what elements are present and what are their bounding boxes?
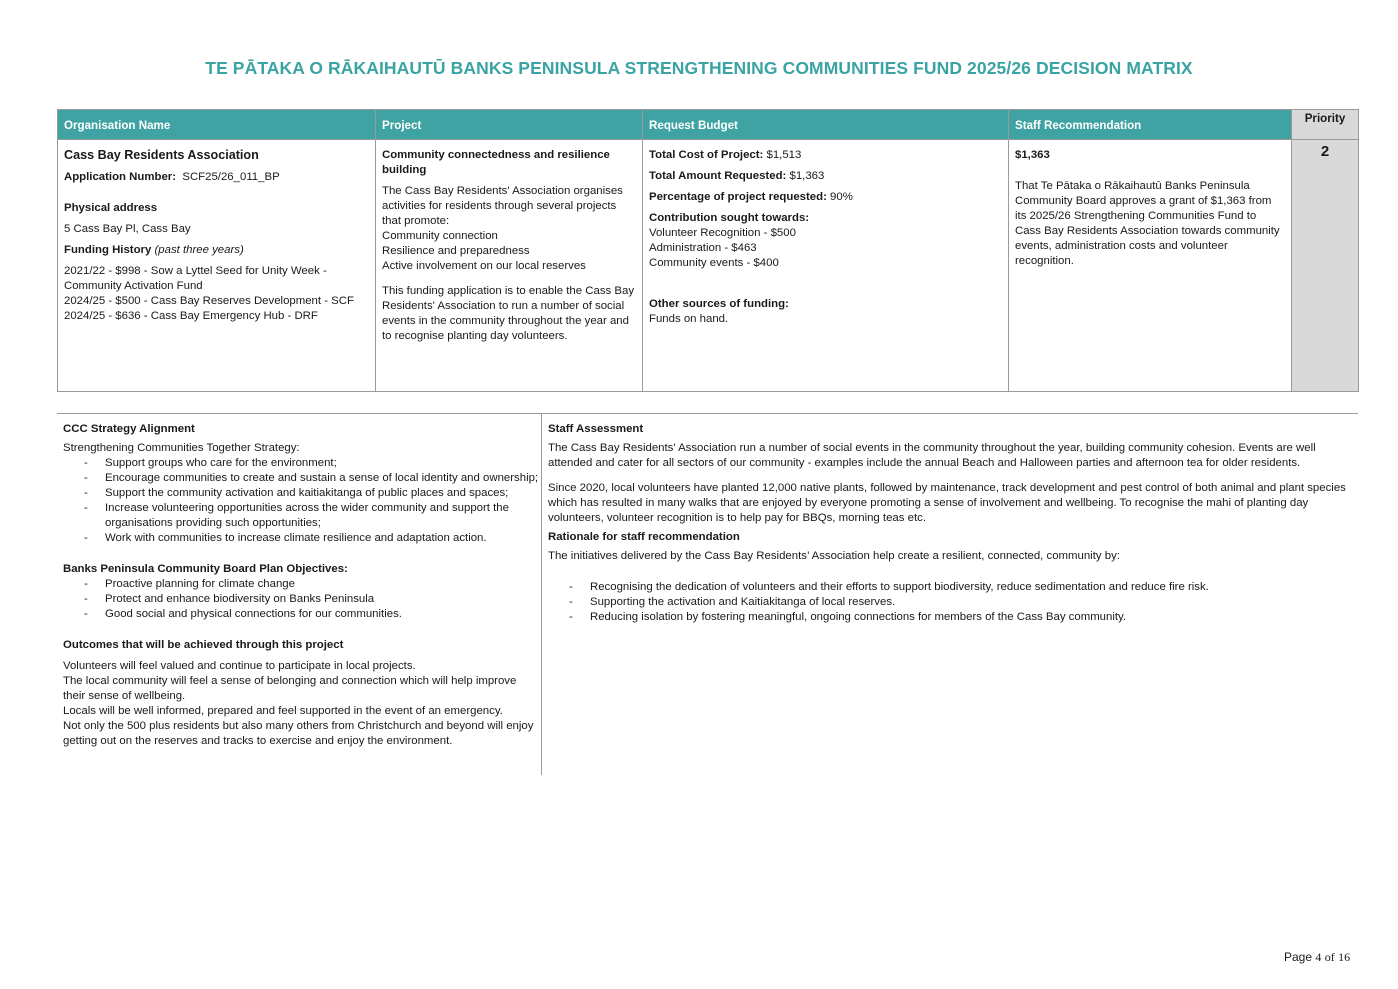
outcome-item: The local community will feel a sense of belonging and connection which will help improve their sense of wellbeing. (63, 675, 517, 702)
project-purpose: This funding application is to enable the Cass Bay Residents' Association to run a number of social events in the community throughout the year and to recognise planting day volunteers. (382, 285, 635, 342)
application-number: Application Number: SCF25/26_011_BP (64, 171, 280, 183)
assessment-paragraph: Since 2020, local volunteers have planted 12,000 native plants, followed by maintenance, track development and pest control of both animal and plant species which has resulted in many walks that are enjoyed by everyone promoting a sense of involvement and wellbeing. To recognise the mahi of planting day volunteers, volunteer recognition is to help pay for BBQs, morning teas etc. (548, 482, 1346, 524)
header-priority: Priority (1292, 110, 1359, 140)
section-divider (541, 414, 542, 775)
funding-history-item: 2024/25 - $636 - Cass Bay Emergency Hub - DRF (64, 310, 318, 322)
board-plan-heading: Banks Peninsula Community Board Plan Objectives: (63, 563, 348, 575)
list-item: - Increase volunteering opportunities across the wider community and support the organisations providing such opportunities; (105, 501, 539, 531)
project-intro: The Cass Bay Residents' Association organises activities for residents through several projects that promote: (382, 185, 623, 227)
funding-history-item: 2024/25 - $500 - Cass Bay Reserves Development - SCF (64, 295, 354, 307)
recommended-amount: $1,363 (1015, 149, 1050, 161)
project-item: Active involvement on our local reserves (382, 260, 586, 272)
funding-history-item: 2021/22 - $998 - Sow a Lyttel Seed for Unity Week - Community Activation Fund (64, 265, 327, 292)
strategy-heading: CCC Strategy Alignment (63, 423, 195, 435)
address-label: Physical address (64, 202, 158, 214)
project-cell (376, 140, 643, 392)
sct-list (63, 456, 539, 546)
staff-assessment (548, 422, 1353, 625)
project-item: Resilience and preparedness (382, 245, 530, 257)
list-item: - Proactive planning for climate change (105, 577, 539, 592)
recommendation-cell (1009, 140, 1292, 392)
address: 5 Cass Bay Pl, Cass Bay (64, 223, 191, 235)
list-item: - Supporting the activation and Kaitiakitanga of local reserves. (590, 595, 1353, 610)
list-item: - Work with communities to increase climate resilience and adaptation action. (105, 531, 539, 546)
recommendation-text: That Te Pātaka o Rākaihautū Banks Peninsula Community Board approves a grant of $1,363 from its 2025/26 Strengthening Communities Fund to Cass Bay Residents Association towards community events, administration costs and volunteer recognition. (1015, 180, 1280, 267)
outcome-item: Volunteers will feel valued and continue to participate in local projects. (63, 660, 416, 672)
header-budget: Request Budget (643, 110, 1009, 140)
project-title: Community connectedness and resilience building (382, 149, 610, 176)
list-item: - Recognising the dedication of volunteers and their efforts to support biodiversity, reduce sedimentation and reduce fire risk. (590, 580, 1353, 595)
header-organisation: Organisation Name (58, 110, 376, 140)
organisation-cell (58, 140, 376, 392)
list-item: - Encourage communities to create and sustain a sense of local identity and ownership; (105, 471, 539, 486)
strategy-alignment (63, 422, 539, 749)
percentage-requested: Percentage of project requested: 90% (649, 191, 853, 203)
outcome-item: Not only the 500 plus residents but also many others from Christchurch and beyond will enjoy getting out on the reserves and tracks to exercise and enjoy the environment. (63, 720, 534, 747)
table-row (58, 140, 1359, 392)
total-cost: Total Cost of Project: $1,513 (649, 149, 802, 161)
list-item: - Protect and enhance biodiversity on Banks Peninsula (105, 592, 539, 607)
header-project: Project (376, 110, 643, 140)
budget-cell (643, 140, 1009, 392)
priority-value: 2 (1320, 143, 1330, 160)
list-item: - Support the community activation and kaitiakitanga of public places and spaces; (105, 486, 539, 501)
total-requested: Total Amount Requested: $1,363 (649, 170, 825, 182)
contribution-item: Community events - $400 (649, 257, 779, 269)
priority-cell (1292, 140, 1359, 392)
decision-matrix-table (57, 109, 1359, 392)
list-item: - Support groups who care for the environment; (105, 456, 539, 471)
list-item: - Good social and physical connections for our communities. (105, 607, 539, 622)
lower-section (57, 413, 1358, 776)
project-item: Community connection (382, 230, 498, 242)
organisation-name: Cass Bay Residents Association (64, 148, 259, 162)
page-number: Page 4 of 16 (1284, 950, 1351, 964)
header-recommendation: Staff Recommendation (1009, 110, 1292, 140)
outcomes-heading: Outcomes that will be achieved through this project (63, 639, 344, 651)
sct-label: Strengthening Communities Together Strategy: (63, 442, 300, 454)
list-item: - Reducing isolation by fostering meaningful, ongoing connections for members of the Cass Bay community. (590, 610, 1353, 625)
table-header-row (58, 110, 1359, 140)
contribution-item: Volunteer Recognition - $500 (649, 227, 796, 239)
rationale-list (548, 580, 1353, 625)
contribution-label: Contribution sought towards: (649, 212, 810, 224)
outcome-item: Locals will be well informed, prepared and feel supported in the event of an emergency. (63, 705, 503, 717)
rationale-heading: Rationale for staff recommendation (548, 531, 740, 543)
contribution-item: Administration - $463 (649, 242, 757, 254)
assessment-paragraph: The Cass Bay Residents' Association run a number of social events in the community throughout the year, building community cohesion. Events are well attended and cater for all sectors of our community - examples include the annual Beach and Halloween parties and afternoon tea for older residents. (548, 442, 1316, 469)
rationale-intro: The initiatives delivered by the Cass Bay Residents’ Association help create a resilient, connected, community by: (548, 550, 1120, 562)
other-sources-label: Other sources of funding: (649, 298, 789, 310)
assessment-heading: Staff Assessment (548, 423, 644, 435)
funding-history-label: Funding History (past three years) (64, 244, 244, 256)
page-title: TE PĀTAKA O RĀKAIHAUTŪ BANKS PENINSULA STRENGTHENING COMMUNITIES FUND 2025/26 DECISION MATRIX (205, 58, 1193, 78)
other-sources: Funds on hand. (649, 313, 729, 325)
board-plan-list (63, 577, 539, 622)
